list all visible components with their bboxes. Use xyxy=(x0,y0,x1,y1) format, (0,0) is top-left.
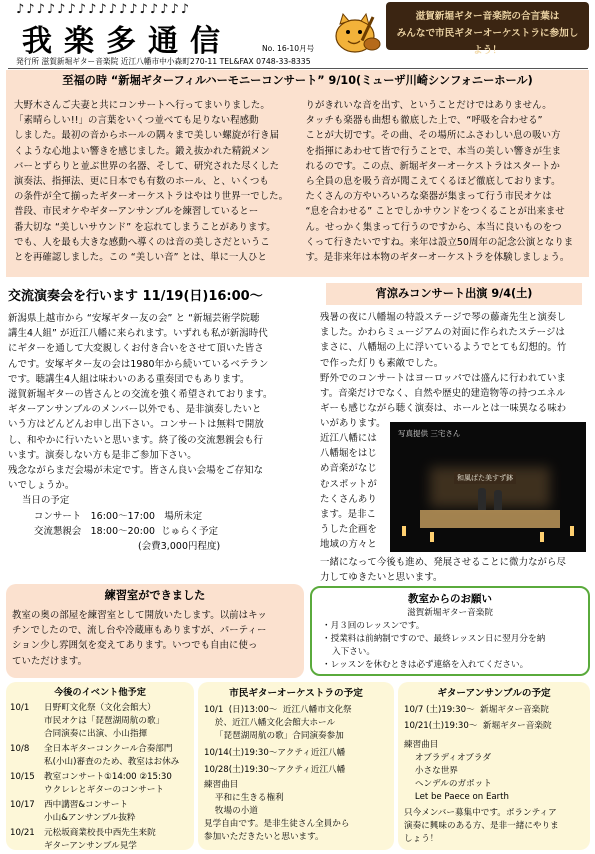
exchange-line: います。演奏しない方も是非ご参加下さい。 xyxy=(8,449,197,461)
publisher-info: 発行所 滋賀新堀ギター音楽院 近江八幡市中小森町270-11 TEL&FAX 0748-33-8335 xyxy=(16,57,311,66)
concert-line: でも、人を最も大きな感動へ導くのは音の美しさだというこ xyxy=(14,236,270,248)
lantern xyxy=(570,526,574,536)
concert-line: れるのです。この点、新堀ギターオーケストラはスタートか xyxy=(305,160,560,172)
photo-performer xyxy=(478,488,486,510)
concert-line: りがきれいな音を出す、ということだけではありません。 xyxy=(305,100,552,111)
photo-banner: 和風ばた美すず鉢 xyxy=(454,472,516,484)
orchestra-line: 練習曲目 xyxy=(204,780,239,790)
concert-line: 大野木さんご夫妻と共にコンサートへ行ってまいりました。 xyxy=(14,100,270,111)
orchestra-heading: 市民ギターオーケストラの予定 xyxy=(229,688,363,699)
lantern xyxy=(430,532,434,542)
exchange-line: ギターアンサンブルのメンバー以外でも、是非演奏したいと xyxy=(8,404,262,416)
ensemble-line: 只今メンバー募集中です。ボランティア xyxy=(404,808,557,818)
schedule-title: 当日の予定 xyxy=(22,495,70,507)
practice-room-section xyxy=(6,584,304,678)
tagline-line-1: 滋賀新堀ギター音楽院の合言葉は xyxy=(415,11,560,22)
ensemble-heading: ギターアンサンブルの予定 xyxy=(437,688,551,699)
summer-line: 残暑の夜に八幡堀の特設ステージで琴の藤斎先生と演奏し xyxy=(320,312,566,323)
event-text: 私(小山)審査のため、教室はお休み xyxy=(44,757,180,767)
photo-credit: 写真提供 三宅さん xyxy=(398,429,461,438)
practice-heading: 練習室ができました xyxy=(104,589,206,602)
concert-line: 番大切な “美しいサウンド” を忘れてしまうことがあります。 xyxy=(14,221,276,233)
exchange-line: んです。安塚ギター友の会は1980年から続いているベテラン xyxy=(8,358,269,370)
summer-line: す。音楽だけでなく、自然や歴史的建造物等の持つエネル xyxy=(320,388,566,400)
event-text: ウクレレとギターのコンサート xyxy=(44,785,165,795)
concert-line: タッチも楽器も曲想も徹底した上で、“呼吸を合わせる” xyxy=(305,115,543,127)
orchestra-line: 10/28(土)19:30～アクティ近江八幡 xyxy=(204,765,346,775)
guitar-cat-logo xyxy=(328,6,384,56)
concert-line: 普段、市民オケやギターアンサンブルを練習しているとー xyxy=(14,206,259,218)
ensemble-line: 練習曲目 xyxy=(404,740,439,750)
event-item xyxy=(10,771,190,797)
orchestra-line: 平和に生きる権利 xyxy=(204,793,284,803)
summer-line: まさに、八幡堀の上に浮いているようでとても幻想的。竹 xyxy=(320,342,567,354)
event-item xyxy=(10,702,190,741)
request-item: 入下さい。 xyxy=(332,647,375,657)
ensemble-line: 10/7 (土)19:30～ 新堀ギター音楽院 xyxy=(404,705,549,715)
event-item xyxy=(10,827,190,853)
orchestra-line: 参加いただきたいと思います。 xyxy=(204,832,324,842)
concert-line: とを再確認しました。この “美しい音” とは、単に一人ひと xyxy=(14,252,267,264)
summer-concert-section xyxy=(316,283,591,583)
orchestra-line: 10/14(土)19:30～アクティ近江八幡 xyxy=(204,748,346,758)
concert-line: くような心地よい響きを感じました。鍛え抜かれた精鋭メン xyxy=(14,145,270,157)
concert-line: ん。せっかく集まって行うのですから、本当に良いものをつ xyxy=(305,221,562,233)
header-notes: ♪♪♪♪♪♪♪♪♪♪♪♪♪♪♪♪♪ xyxy=(16,2,192,17)
concert-line: ことが大切です。その曲、その場所にふさわしい息の吸い方 xyxy=(305,130,561,142)
header-divider xyxy=(8,68,588,69)
request-section xyxy=(310,586,590,676)
ensemble-line: 小さな世界 xyxy=(404,766,458,776)
concert-line: を指揮にあわせて皆で行うことで、本当の美しい響きが生ま xyxy=(305,145,562,157)
concert-line: す。是非来年は本物のギターオーケストラを体験しましょう。 xyxy=(305,252,570,264)
masthead-title: 我楽多通信 xyxy=(22,24,232,59)
tagline-box xyxy=(386,2,589,56)
orchestra-section xyxy=(198,682,394,850)
orchestra-line: 於、近江八幡文化会館大ホール xyxy=(204,718,336,728)
summer-line: 力してゆきたいと思います。 xyxy=(320,572,443,584)
ensemble-line: ヘンデルのガボット xyxy=(404,779,492,789)
event-text: 全日本ギターコンクール合奏部門 xyxy=(44,744,173,754)
event-text: 市民オケは「琵琶湖周航の歌」 xyxy=(44,716,165,726)
ensemble-line: 演奏に興味のある方、是非一緒にやりま xyxy=(404,821,559,831)
exchange-line: いう方はどんどんお申し出下さい。コンサートは無料で開放 xyxy=(8,419,264,431)
ensemble-line: Let be Paece on Earth xyxy=(404,792,510,802)
lantern xyxy=(540,532,544,542)
event-text: 教室コンサート①14:00 ②15:30 xyxy=(44,772,172,782)
summer-line: 一緒になって今後も進め、発展させることに微力ながら尽 xyxy=(320,557,566,568)
concert-column-right xyxy=(306,98,582,265)
request-item: ・レッスンを休むときは必ず連絡を入れてください。 xyxy=(322,660,529,670)
concert-line: しました。最初の音からホールの隅々まで美しい螺旋が行き届 xyxy=(14,130,280,142)
exchange-line: し、和やかに行いたいと思います。終了後の交流懇親会も行 xyxy=(8,434,264,446)
exchange-line: 講生4人組” が近江八幡に来られます。いずれも私が新潟時代 xyxy=(8,328,268,340)
schedule-item: 交流懇親会 18:00～20:00 じゅらく予定 xyxy=(34,525,219,537)
exchange-line: です。聴講生4人組は味わいのある重奏団でもあります。 xyxy=(8,373,250,385)
event-text: 合同演奏に出演、小山指揮 xyxy=(44,729,148,739)
schedule-item: コンサート 16:00～17:00 場所未定 xyxy=(34,510,203,522)
summer-line: たくさんあり xyxy=(320,493,377,505)
schedule-item: (会費3,000円程度) xyxy=(138,541,221,553)
orchestra-line: 10/1 (日)13:00～ 近江八幡市文化祭 xyxy=(204,705,352,715)
summer-line: 八幡堀をはじ xyxy=(320,448,377,460)
concert-line: 「素晴らしい!!」の言葉をいくつ並べても足りない程感動 xyxy=(14,115,259,127)
events-heading: 今後のイベント他予定 xyxy=(54,687,146,698)
event-date: 10/21 xyxy=(10,828,35,838)
events-section xyxy=(6,682,194,850)
summer-line: 近江八幡には xyxy=(320,433,377,444)
lantern xyxy=(402,526,406,536)
summer-line: で作った灯りも素敵でした。 xyxy=(320,357,444,369)
event-text: 西中講習&コンサート xyxy=(44,800,129,810)
summer-heading-bar xyxy=(326,283,582,305)
exchange-line: にギターを通して大変親しくお付き合いをさせて頂いた皆さ xyxy=(8,343,264,355)
orchestra-line: 「琵琶湖周航の歌」合同演奏参加 xyxy=(204,731,344,741)
exchange-line: 新潟県上越市から “安塚ギター友の会” と “新堀芸術学院聴 xyxy=(8,313,260,324)
concert-line: バーとずらりと並ぶ世界の名器、そして、研究された尽くした xyxy=(14,160,280,172)
summer-line: いがあります。 xyxy=(320,418,386,430)
photo-stage xyxy=(420,510,560,528)
practice-line: ション少し雰囲気を変えてあります。いつでも自由に使っ xyxy=(12,640,258,652)
summer-line: うした企画を xyxy=(320,524,377,536)
ensemble-line: オブラディオブラダ xyxy=(404,753,491,763)
ensemble-line: しょう！ xyxy=(404,834,439,844)
summer-line: め音楽がなじ xyxy=(320,463,377,475)
exchange-heading: 交流演奏会を行います 11/19(日)16:00～ xyxy=(8,289,263,304)
concert-photo xyxy=(390,422,586,552)
event-text: 小山&アンサンブル抜粋 xyxy=(44,813,136,823)
concert-section xyxy=(6,70,589,277)
event-date: 10/1 xyxy=(10,703,30,713)
event-item xyxy=(10,743,190,769)
concert-line: “息を合わせる” ことでしかサウンドをつくることが出来ませ xyxy=(305,206,565,218)
concert-line: の条件が全て揃ったギターオーケストラはやはり世界一でした。 xyxy=(14,191,289,203)
event-date: 10/15 xyxy=(10,772,35,782)
summer-line: 野外でのコンサートはヨーロッパでは盛んに行われていま xyxy=(320,372,566,384)
exchange-section xyxy=(4,283,309,578)
event-item xyxy=(10,799,190,825)
event-text: 日野町文化祭（文化会館大） xyxy=(44,703,156,713)
concert-line: 演奏法、指揮法、更に日本でも有数のホール、と、いくつも xyxy=(14,176,269,188)
concert-line: ら全員の息を吸う音が聞こえてくるほど徹底しております。 xyxy=(305,176,561,188)
event-text: 元松坂商業校長中西先生来院 xyxy=(44,828,156,838)
request-heading: 教室からのお願い xyxy=(408,593,492,605)
exchange-line: いでしょうか。 xyxy=(8,480,75,492)
practice-line: ていただけます。 xyxy=(12,655,88,667)
request-item: ・授業料は前納制ですので、最終レッスン日に翌月分を納 xyxy=(322,634,546,644)
summer-line: ます。是非こ xyxy=(320,509,377,521)
issue-number: No. 16-10月号 xyxy=(262,44,315,53)
event-date: 10/17 xyxy=(10,800,35,810)
ensemble-line: 10/21(土)19:30～ 新堀ギター音楽院 xyxy=(404,721,552,731)
ensemble-section xyxy=(398,682,590,850)
orchestra-line: 見学自由です。是非生徒さん全員から xyxy=(204,819,350,829)
practice-line: 教室の奥の部屋を練習室として開放いたします。以前はキッ xyxy=(12,610,267,621)
photo-performer xyxy=(494,490,502,510)
event-date: 10/8 xyxy=(10,744,30,754)
practice-line: チンでしたので、流し台や冷蔵庫もありますが、パーティー xyxy=(12,625,267,637)
exchange-line: 滋賀新堀ギターの皆さんとの交流を強く希望されております。 xyxy=(8,389,273,401)
exchange-line: 残念ながらまだ会場が未定です。皆さん良い会場をご存知な xyxy=(8,465,264,477)
concert-line: たくさんの方やいろいろな楽器が集まって行う市民オケは xyxy=(305,191,552,203)
summer-line: 地域の方々と xyxy=(320,539,377,551)
summer-line: ギーも感じながら聴く演奏は、ホールとは一味異なる味わ xyxy=(320,403,567,415)
request-item: ・月３回のレッスンです。 xyxy=(322,621,425,631)
summer-line: むスポットが xyxy=(320,478,377,490)
concert-heading: 至福の時 “新堀ギターフィルハーモニーコンサート” 9/10(ミューザ川崎シンフォニーホール) xyxy=(62,74,533,87)
tagline-line-2: みんなで市民ギターオーケストラに参加しよう！ xyxy=(396,28,579,56)
concert-line: くって行きたいですね。来年は設立50周年の記念公演となりま xyxy=(305,236,574,248)
summer-line: ました。かわらミュージアムの対面に作られたステージは xyxy=(320,327,565,339)
summer-heading: 宵涼みコンサート出演 9/4(土) xyxy=(375,287,533,300)
event-text: ギターアンサンブル見学 xyxy=(44,841,137,851)
request-org: 滋賀新堀ギター音楽院 xyxy=(407,608,493,618)
concert-column-left xyxy=(14,98,296,265)
orchestra-line: 牧場の小道 xyxy=(204,806,258,816)
